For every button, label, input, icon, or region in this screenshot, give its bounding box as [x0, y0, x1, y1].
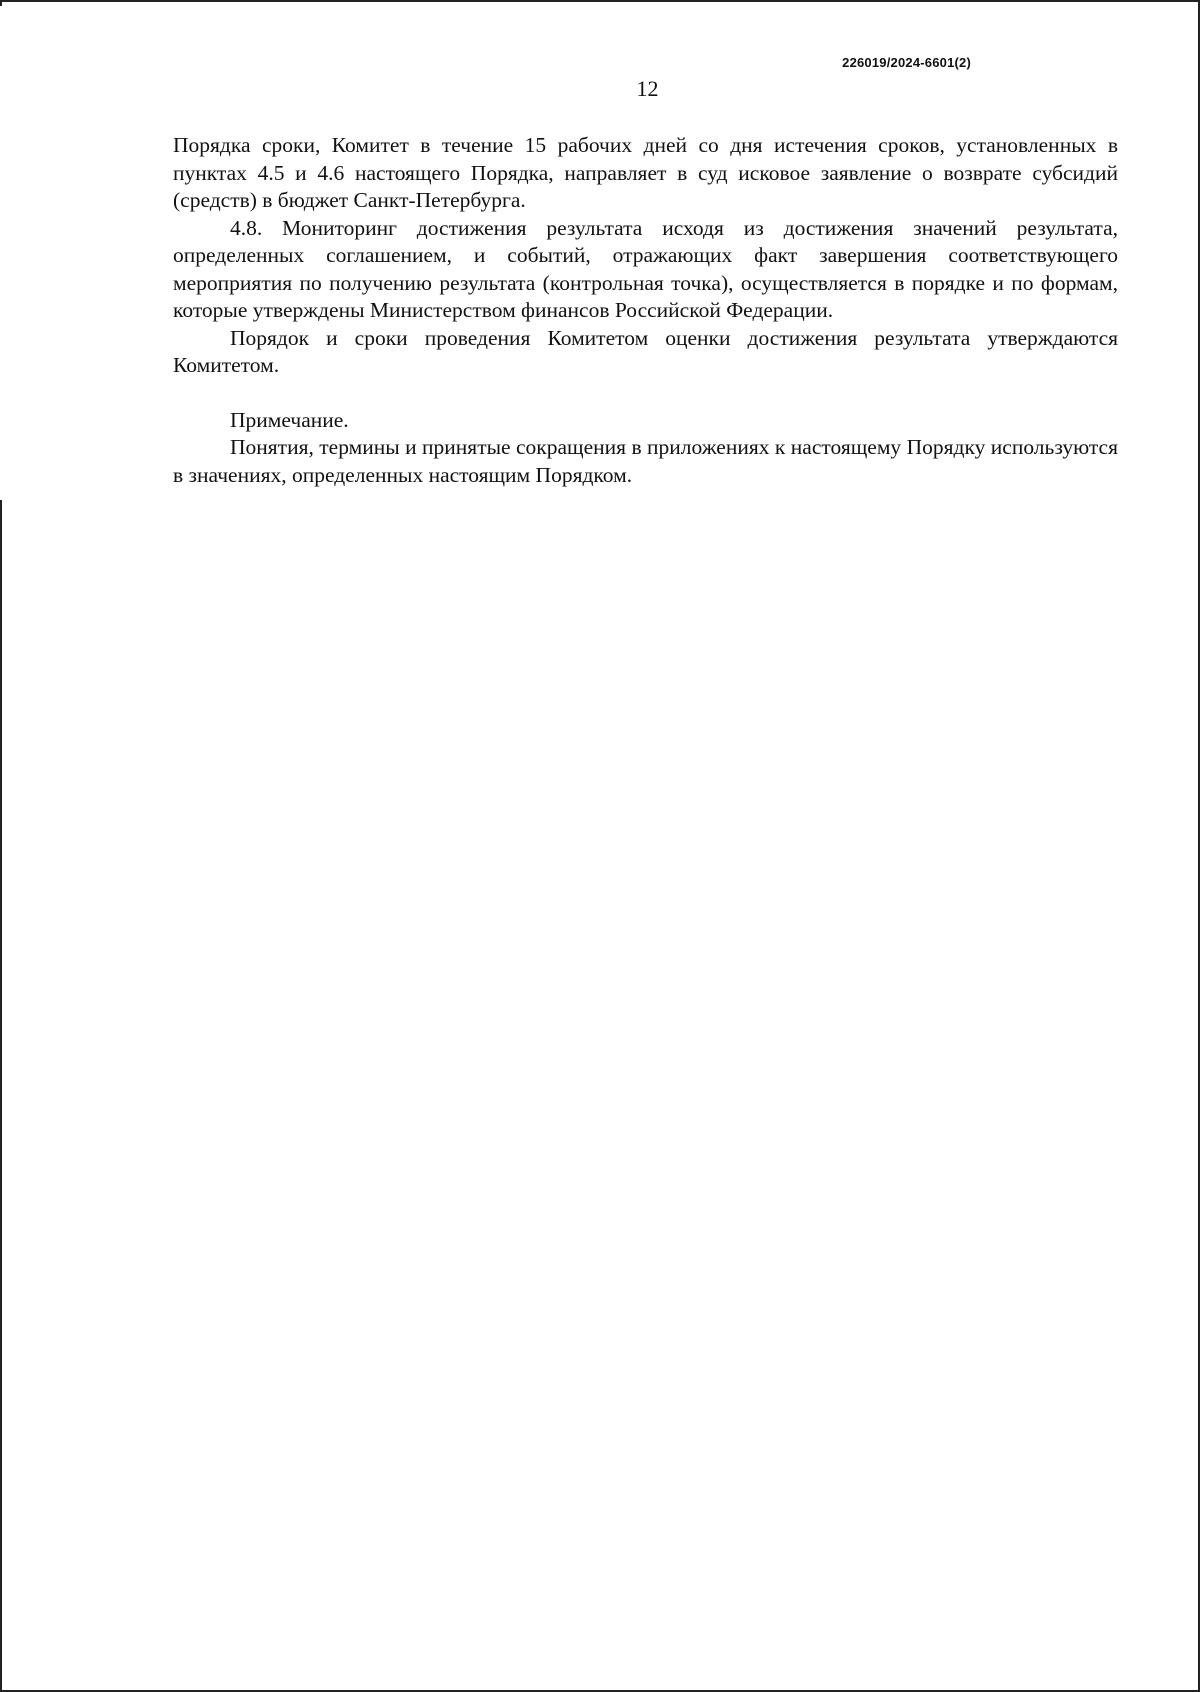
scan-border-left-mark	[0, 0, 2, 6]
document-id: 226019/2024-6601(2)	[842, 55, 971, 70]
paragraph-4-8: 4.8. Мониторинг достижения результата исходя из достижения значений результата, определенных соглашением, и событий, отражающих факт завершения соответствующего мероприятия по получению результата (контрольная точка), осуществляется в порядке и по формам, которые утверждены Министерством финансов Российской Федерации.	[173, 215, 1118, 322]
scan-border-left	[0, 500, 2, 1692]
note-text: Понятия, термины и принятые сокращения в приложениях к настоящему Порядку используются в значениях, определенных настоящим Порядком.	[173, 435, 1118, 487]
scan-border-top	[0, 0, 1200, 2]
document-body	[173, 132, 1118, 489]
paragraph-evaluation: Порядок и сроки проведения Комитетом оценки достижения результата утверждаются Комитетом.	[173, 325, 1118, 377]
paragraph-continuation: Порядка сроки, Комитет в течение 15 рабочих дней со дня истечения сроков, установленных в пунктах 4.5 и 4.6 настоящего Порядка, направляет в суд исковое заявление о возврате субсидий (средств) в бюджет Санкт-Петербурга.	[173, 133, 1118, 212]
page-number: 12	[636, 76, 659, 101]
note-title: Примечание.	[230, 407, 349, 432]
